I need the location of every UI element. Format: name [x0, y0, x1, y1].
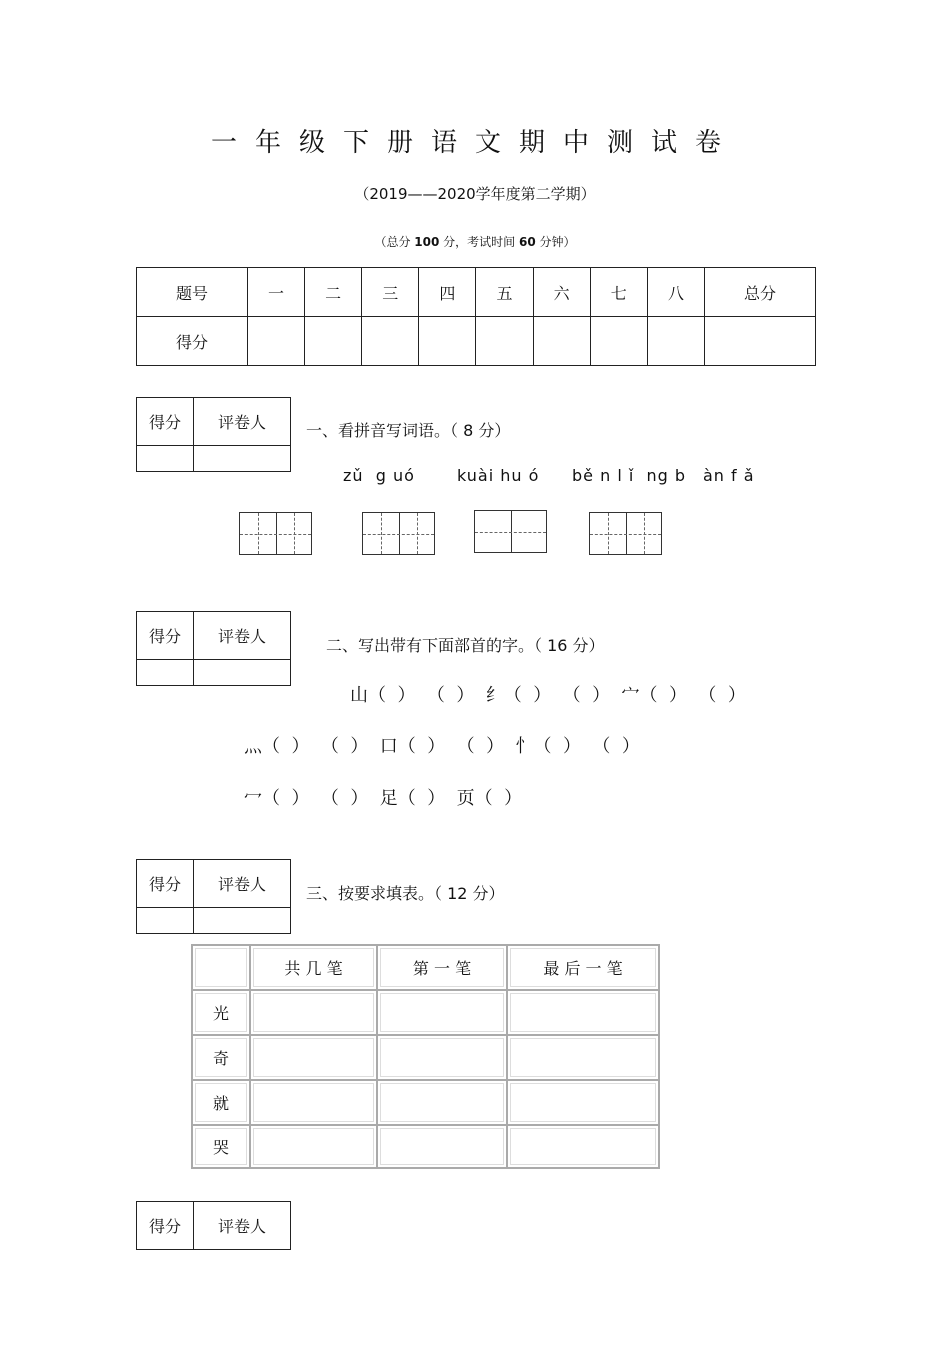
q2-heading: 二、写出带有下面部首的字。（ 16 分） [326, 636, 605, 655]
grader-score-cell[interactable] [137, 660, 194, 686]
grader-score-label: 得分 [137, 398, 194, 446]
fill-header-cell: 共 几 笔 [250, 945, 377, 990]
fill-header-cell: 最 后 一 笔 [507, 945, 659, 990]
fill-header-cell [192, 945, 250, 990]
writing-grid-1[interactable] [239, 512, 312, 555]
score-row-label: 得分 [137, 317, 248, 366]
score-header-cell: 二 [305, 268, 362, 317]
score-header-cell: 题号 [137, 268, 248, 317]
writing-grid-4[interactable] [589, 512, 662, 555]
fill-cell[interactable] [250, 1125, 377, 1168]
fill-cell[interactable] [377, 1035, 507, 1080]
note-mid: 分，考试时间 [443, 235, 516, 249]
page-title: 一年级下册语文期中测试卷 [210, 128, 739, 158]
fill-row-char: 就 [192, 1080, 250, 1125]
exam-note [0, 233, 950, 250]
score-header-cell: 一 [247, 268, 304, 317]
grader-score-label: 得分 [137, 612, 194, 660]
stroke-fill-table [191, 944, 660, 1169]
writing-grid-2[interactable] [362, 512, 435, 555]
grader-reviewer-label: 评卷人 [194, 1202, 291, 1250]
fill-row [192, 990, 659, 1035]
q1-pinyin-4: àn f ǎ [703, 466, 755, 485]
q1-pinyin-1: zǔ g uó [343, 466, 415, 485]
score-header-cell: 四 [419, 268, 476, 317]
fill-cell[interactable] [377, 1080, 507, 1125]
score-cell[interactable] [705, 317, 816, 366]
note-time: 60 [519, 235, 536, 249]
score-cell[interactable] [476, 317, 533, 366]
grader-reviewer-label: 评卷人 [194, 612, 291, 660]
fill-cell[interactable] [377, 990, 507, 1035]
fill-cell[interactable] [507, 1080, 659, 1125]
score-header-row [137, 268, 816, 317]
grader-reviewer-label: 评卷人 [194, 860, 291, 908]
fill-row [192, 1035, 659, 1080]
fill-header-cell: 第 一 笔 [377, 945, 507, 990]
grader-reviewer-cell[interactable] [194, 446, 291, 472]
score-cell[interactable] [247, 317, 304, 366]
score-header-cell: 五 [476, 268, 533, 317]
grader-reviewer-cell[interactable] [194, 908, 291, 934]
score-header-cell: 八 [647, 268, 704, 317]
fill-row [192, 1080, 659, 1125]
fill-cell[interactable] [377, 1125, 507, 1168]
score-value-row [137, 317, 816, 366]
writing-grid-3[interactable] [474, 510, 547, 553]
score-cell[interactable] [305, 317, 362, 366]
grader-box-3 [136, 859, 291, 934]
q1-pinyin-3: bě n l ǐ ng b [572, 466, 686, 485]
score-cell[interactable] [533, 317, 590, 366]
score-cell[interactable] [647, 317, 704, 366]
grader-score-cell[interactable] [137, 446, 194, 472]
score-header-cell: 三 [362, 268, 419, 317]
fill-cell[interactable] [250, 1080, 377, 1125]
fill-cell[interactable] [507, 990, 659, 1035]
fill-row-char: 哭 [192, 1125, 250, 1168]
note-total: 100 [414, 235, 440, 249]
grader-box-4 [136, 1201, 291, 1250]
score-summary-table [136, 267, 816, 366]
grader-reviewer-label: 评卷人 [194, 398, 291, 446]
fill-cell[interactable] [507, 1035, 659, 1080]
note-suffix: 分钟） [539, 235, 576, 249]
page-subtitle: （2019——2020学年度第二学期） [354, 185, 596, 203]
q1-pinyin-2: kuài hu ó [457, 466, 540, 485]
grader-score-cell[interactable] [137, 908, 194, 934]
grader-box-2 [136, 611, 291, 686]
q2-radical-row-3[interactable]: 冖（ ） （ ） 足（ ） 页（ ） [244, 788, 523, 809]
fill-cell[interactable] [250, 1035, 377, 1080]
grader-score-label: 得分 [137, 1202, 194, 1250]
score-header-cell: 六 [533, 268, 590, 317]
q2-radical-row-2[interactable]: 灬（ ） （ ） 口（ ） （ ） 忄（ ） （ ） [244, 736, 640, 757]
note-prefix: （总分 [374, 235, 411, 249]
fill-cell[interactable] [250, 990, 377, 1035]
score-header-cell: 七 [590, 268, 647, 317]
q1-heading: 一、看拼音写词语。（ 8 分） [306, 421, 511, 440]
grader-score-label: 得分 [137, 860, 194, 908]
q2-radical-row-1[interactable]: 山（ ） （ ） 纟（ ） （ ） 宀（ ） （ ） [350, 685, 746, 706]
fill-cell[interactable] [507, 1125, 659, 1168]
fill-row [192, 1125, 659, 1168]
score-cell[interactable] [419, 317, 476, 366]
fill-row-char: 光 [192, 990, 250, 1035]
score-cell[interactable] [362, 317, 419, 366]
grader-reviewer-cell[interactable] [194, 660, 291, 686]
fill-row-char: 奇 [192, 1035, 250, 1080]
fill-header-row [192, 945, 659, 990]
score-header-cell: 总分 [705, 268, 816, 317]
grader-box-1 [136, 397, 291, 472]
score-cell[interactable] [590, 317, 647, 366]
q3-heading: 三、按要求填表。（ 12 分） [306, 884, 505, 903]
